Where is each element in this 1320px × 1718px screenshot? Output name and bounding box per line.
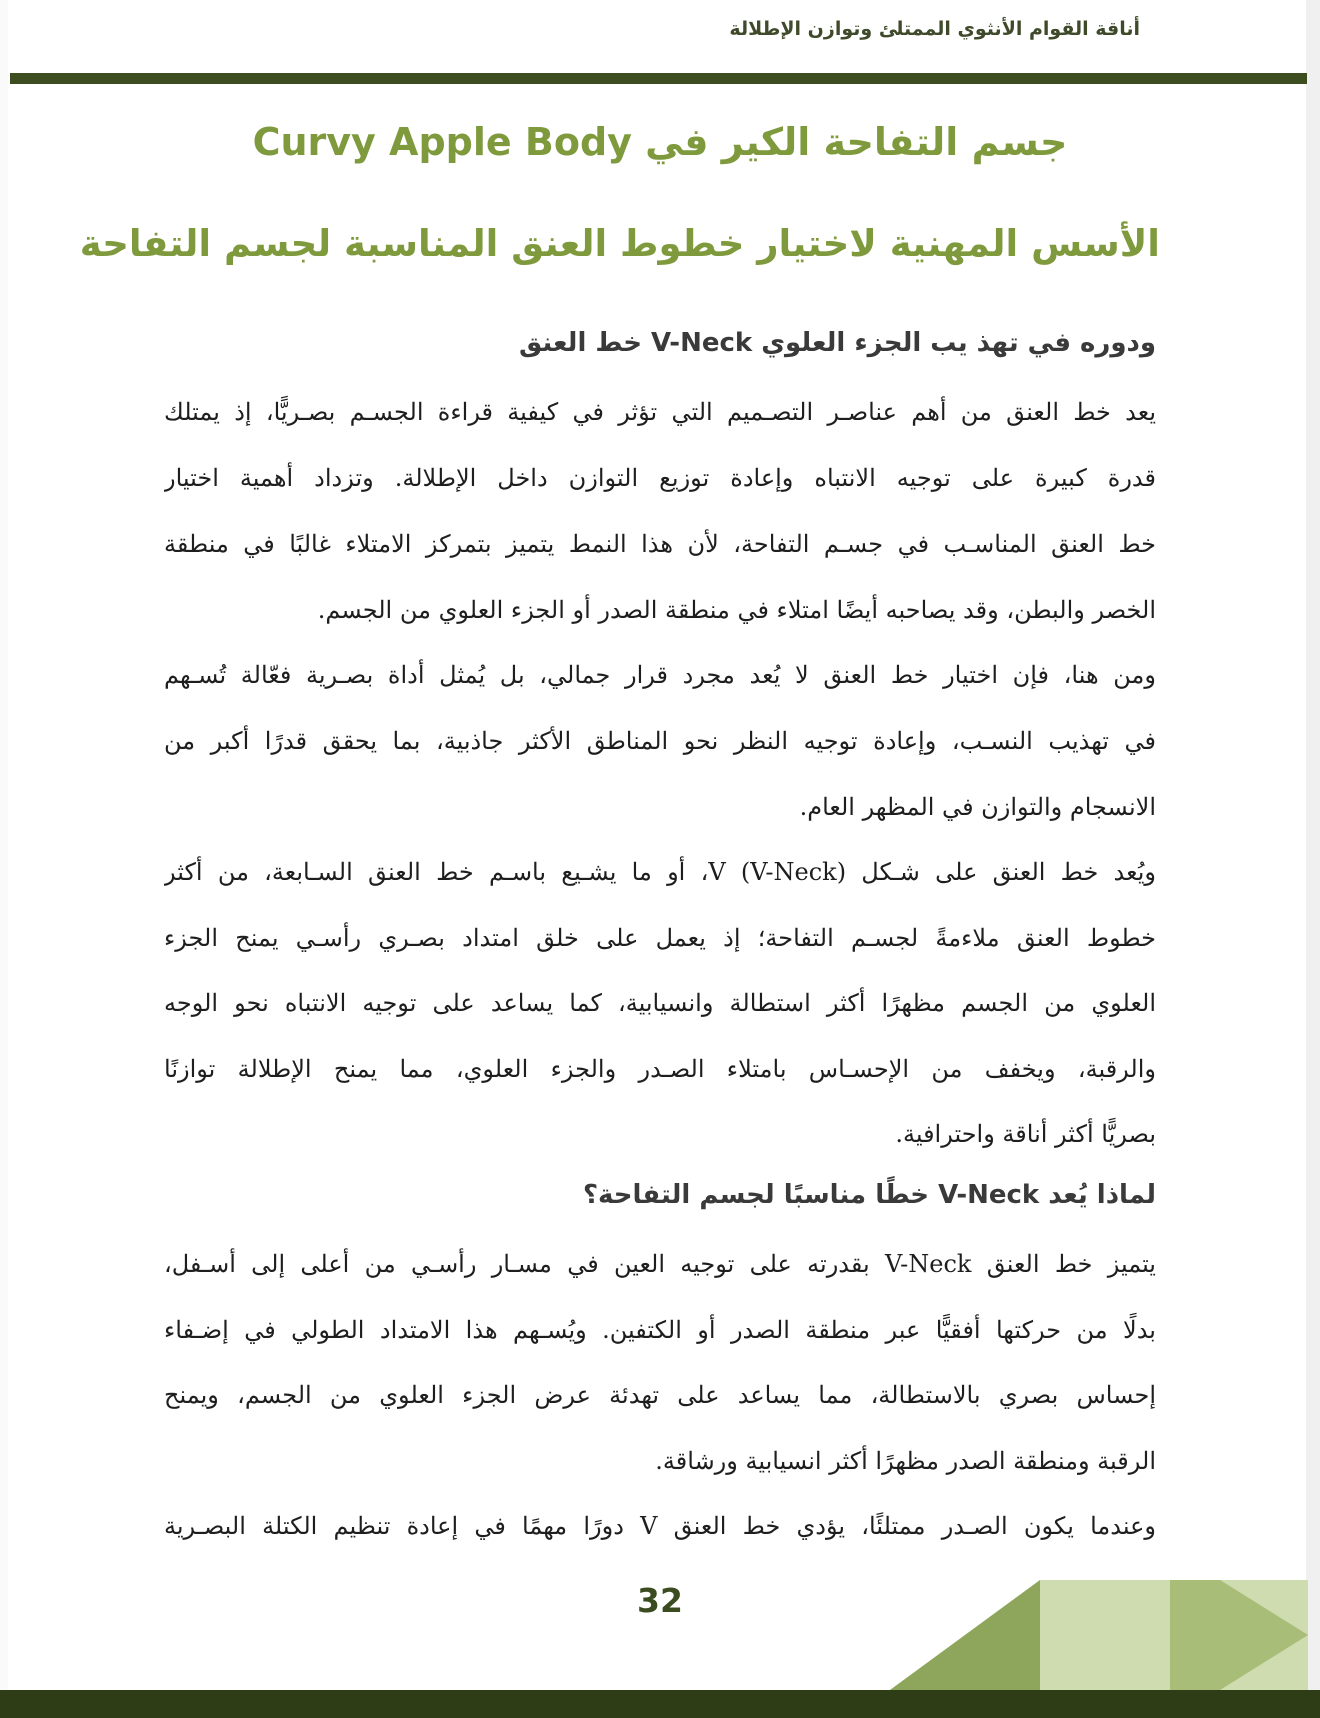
main-title: جسم التفاحة الكير في Curvy Apple Body — [252, 120, 1068, 164]
paragraph-line: وعندما يكون الصـدر ممتلئًا، يؤدي خط العنق V دورًا مهمًا في إعادة تنظيم الكتلة البصـرية — [164, 1512, 1156, 1540]
paragraph-line: الانسجام والتوازن في المظهر العام. — [799, 793, 1156, 821]
paragraph-line: ويُعد خط العنق على شـكل V (V-Neck)، أو ما يشـيع باسـم خط العنق السـابعة، من أكثر — [164, 858, 1156, 886]
corner-shape-dark — [890, 1580, 1040, 1690]
paragraph-line: الخصر والبطن، وقد يصاحبه أيضًا امتلاء في منطقة الصدر أو الجزء العلوي من الجسم. — [317, 596, 1156, 624]
header-rule — [10, 73, 1307, 84]
paragraph-line: قدرة كبيرة على توجيه الانتباه وإعادة توزيع التوازن داخل الإطلالة. وتزداد أهمية اختيار — [164, 464, 1156, 492]
subtitle: الأسس المهنية لاختيار خطوط العنق المناسبة لجسم التفاحة — [79, 222, 1160, 265]
paragraph-line: يتميز خط العنق V-Neck بقدرته على توجيه العين في مسـار رأسـي من أعلى إلى أسـفل، — [164, 1250, 1156, 1278]
paragraph-line: إحساس بصري بالاستطالة، مما يساعد على تهدئة عرض الجزء العلوي من الجسم، ويمنح — [164, 1381, 1156, 1409]
paragraph-line: بصريًّا أكثر أناقة واحترافية. — [895, 1120, 1156, 1148]
paragraph-line: خطوط العنق ملاءمةً لجسـم التفاحة؛ إذ يعمل على خلق امتداد بصـري رأسـي يمنح الجزء — [164, 924, 1156, 952]
paragraph-line: والرقبة، ويخفف من الإحسـاس بامتلاء الصـدر والجزء العلوي، مما يمنح الإطلالة توازنًا — [164, 1055, 1156, 1083]
paragraph-line: ومن هنا، فإن اختيار خط العنق لا يُعد مجرد قرار جمالي، بل يُمثل أداة بصـرية فعّالة تُسـهم — [164, 661, 1156, 689]
page-number: 32 — [637, 1581, 683, 1620]
corner-decoration — [890, 1580, 1308, 1690]
section-heading-neckline-role: ودوره في تهذ يب الجزء العلوي V-Neck خط العنق — [518, 328, 1156, 358]
paragraph-line: خط العنق المناسـب في جسـم التفاحة، لأن هذا النمط يتميز بتمركز الامتلاء غالبًا في منطقة — [164, 530, 1156, 558]
bottom-bar — [0, 1690, 1320, 1718]
paragraph-line: يعد خط العنق من أهم عناصـر التصـميم التي تؤثر في كيفية قراءة الجسـم بصـريًّا، إذ يمتلك — [164, 398, 1156, 426]
page-right-edge — [1306, 0, 1320, 1718]
paragraph-line: الرقبة ومنطقة الصدر مظهرًا أكثر انسيابية ورشاقة. — [655, 1447, 1156, 1475]
paragraph-line: العلوي من الجسم مظهرًا أكثر استطالة وانسيابية، كما يساعد على توجيه الانتباه نحو الوجه — [164, 989, 1156, 1017]
paragraph-line: في تهذيب النسـب، وإعادة توجيه النظر نحو المناطق الأكثر جاذبية، بما يحقق قدرًا أكبر من — [164, 727, 1156, 755]
page-left-edge — [0, 0, 8, 1718]
running-header: أناقة القوام الأنثوي الممتلئ وتوازن الإطلالة — [729, 18, 1140, 40]
paragraph-line: بدلًا من حركتها أفقيًّا عبر منطقة الصدر أو الكتفين. ويُسـهم هذا الامتداد الطولي في إضـفاء — [164, 1316, 1156, 1344]
section-heading-why-vneck: لماذا يُعد V-Neck خطًا مناسبًا لجسم التفاحة؟ — [582, 1180, 1156, 1210]
